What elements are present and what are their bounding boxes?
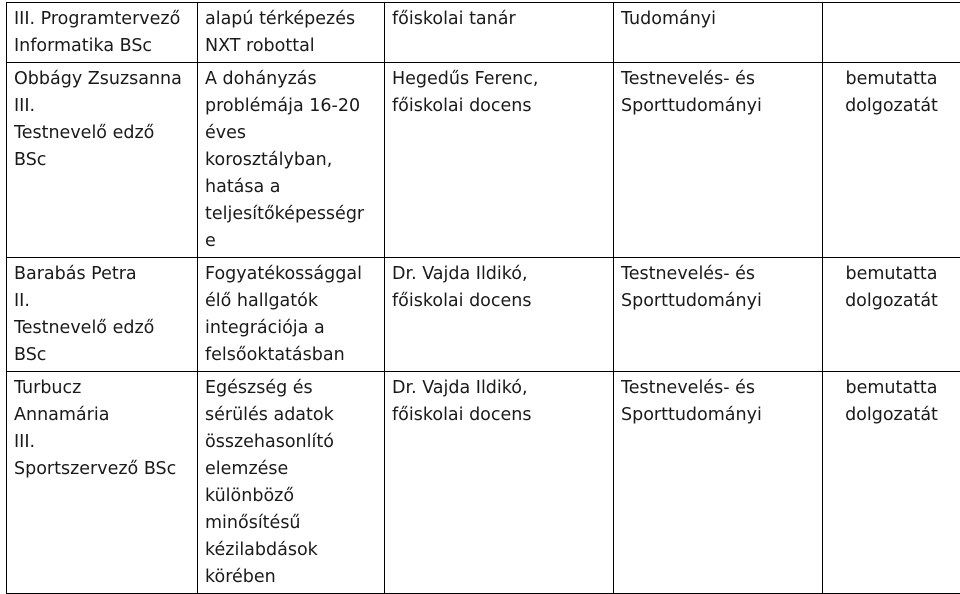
result-text: bemutatta dolgozatát — [825, 261, 958, 315]
supervisor-text: Hegedűs Ferenc, főiskolai docens — [392, 66, 609, 120]
section-text: Tudományi — [621, 6, 818, 33]
student-cell — [7, 372, 198, 594]
result-cell — [823, 3, 960, 63]
supervisor-cell — [385, 63, 614, 258]
student-cell — [7, 63, 198, 258]
section-cell — [614, 258, 823, 372]
table-row — [7, 372, 960, 594]
section-cell — [614, 372, 823, 594]
result-cell — [823, 372, 960, 594]
table-row — [7, 3, 960, 63]
title-text: alapú térképezés NXT robottal — [205, 6, 380, 60]
title-text: Fogyatékossággal élő hallgatók integrációja a felsőoktatásban — [205, 261, 380, 369]
table-row — [7, 258, 960, 372]
section-text: Testnevelés- és Sporttudományi — [621, 261, 818, 315]
result-text: bemutatta dolgozatát — [825, 375, 958, 429]
supervisor-text: Dr. Vajda Ildikó, főiskolai docens — [392, 261, 609, 315]
results-table — [6, 2, 960, 594]
result-cell — [823, 258, 960, 372]
section-cell — [614, 3, 823, 63]
supervisor-text: főiskolai tanár — [392, 6, 609, 33]
student-text: III. Programtervező Informatika BSc — [14, 6, 193, 60]
student-cell — [7, 3, 198, 63]
student-text: Obbágy Zsuzsanna III. Testnevelő edző BSc — [14, 66, 193, 174]
student-text: Turbucz Annamária III. Sportszervező BSc — [14, 375, 193, 483]
title-text: A dohányzás problémája 16-20 éves korosztályban, hatása a teljesítőképességr e — [205, 66, 380, 255]
title-cell — [198, 258, 385, 372]
result-text: bemutatta dolgozatát — [825, 66, 958, 120]
section-text: Testnevelés- és Sporttudományi — [621, 375, 818, 429]
supervisor-cell — [385, 372, 614, 594]
title-cell — [198, 3, 385, 63]
result-cell — [823, 63, 960, 258]
student-text: Barabás Petra II. Testnevelő edző BSc — [14, 261, 193, 369]
supervisor-cell — [385, 3, 614, 63]
student-cell — [7, 258, 198, 372]
supervisor-text: Dr. Vajda Ildikó, főiskolai docens — [392, 375, 609, 429]
title-cell — [198, 63, 385, 258]
section-text: Testnevelés- és Sporttudományi — [621, 66, 818, 120]
table-row — [7, 63, 960, 258]
supervisor-cell — [385, 258, 614, 372]
title-text: Egészség és sérülés adatok összehasonlító elemzése különböző minősítésű kézilabdások körében — [205, 375, 380, 591]
title-cell — [198, 372, 385, 594]
section-cell — [614, 63, 823, 258]
